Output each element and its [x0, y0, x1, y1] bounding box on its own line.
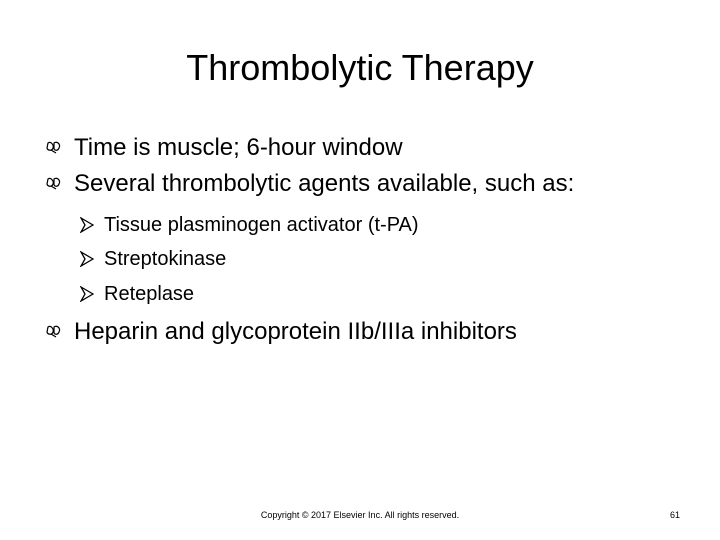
sub-bullet-text: Tissue plasminogen activator (t-PA) [104, 214, 419, 236]
sub-bullet-text: Reteplase [104, 283, 195, 305]
bullet-text: Several thrombolytic agents available, such as: [74, 170, 575, 197]
page-number: 61 [669, 510, 680, 520]
bullet-item [46, 167, 574, 201]
decorative-bullet-icon [46, 167, 74, 201]
sub-bullet-item [80, 210, 419, 240]
sub-bullet-item [80, 279, 194, 309]
slide-title: Thrombolytic Therapy [186, 47, 534, 88]
sub-bullet-text: Streptokinase [104, 248, 227, 270]
arrow-bullet-icon [80, 279, 104, 309]
decorative-bullet-icon [46, 315, 74, 349]
arrow-bullet-icon [80, 210, 104, 240]
sub-bullet-item [80, 244, 226, 274]
copyright-footer: Copyright © 2017 Elsevier Inc. All rights reserved. [260, 510, 460, 520]
bullet-item [46, 131, 403, 165]
decorative-bullet-icon [46, 131, 74, 165]
arrow-bullet-icon [80, 244, 104, 274]
bullet-text: Time is muscle; 6-hour window [74, 134, 403, 161]
bullet-text: Heparin and glycoprotein IIb/IIIa inhibitors [74, 318, 517, 345]
bullet-item [46, 315, 517, 349]
